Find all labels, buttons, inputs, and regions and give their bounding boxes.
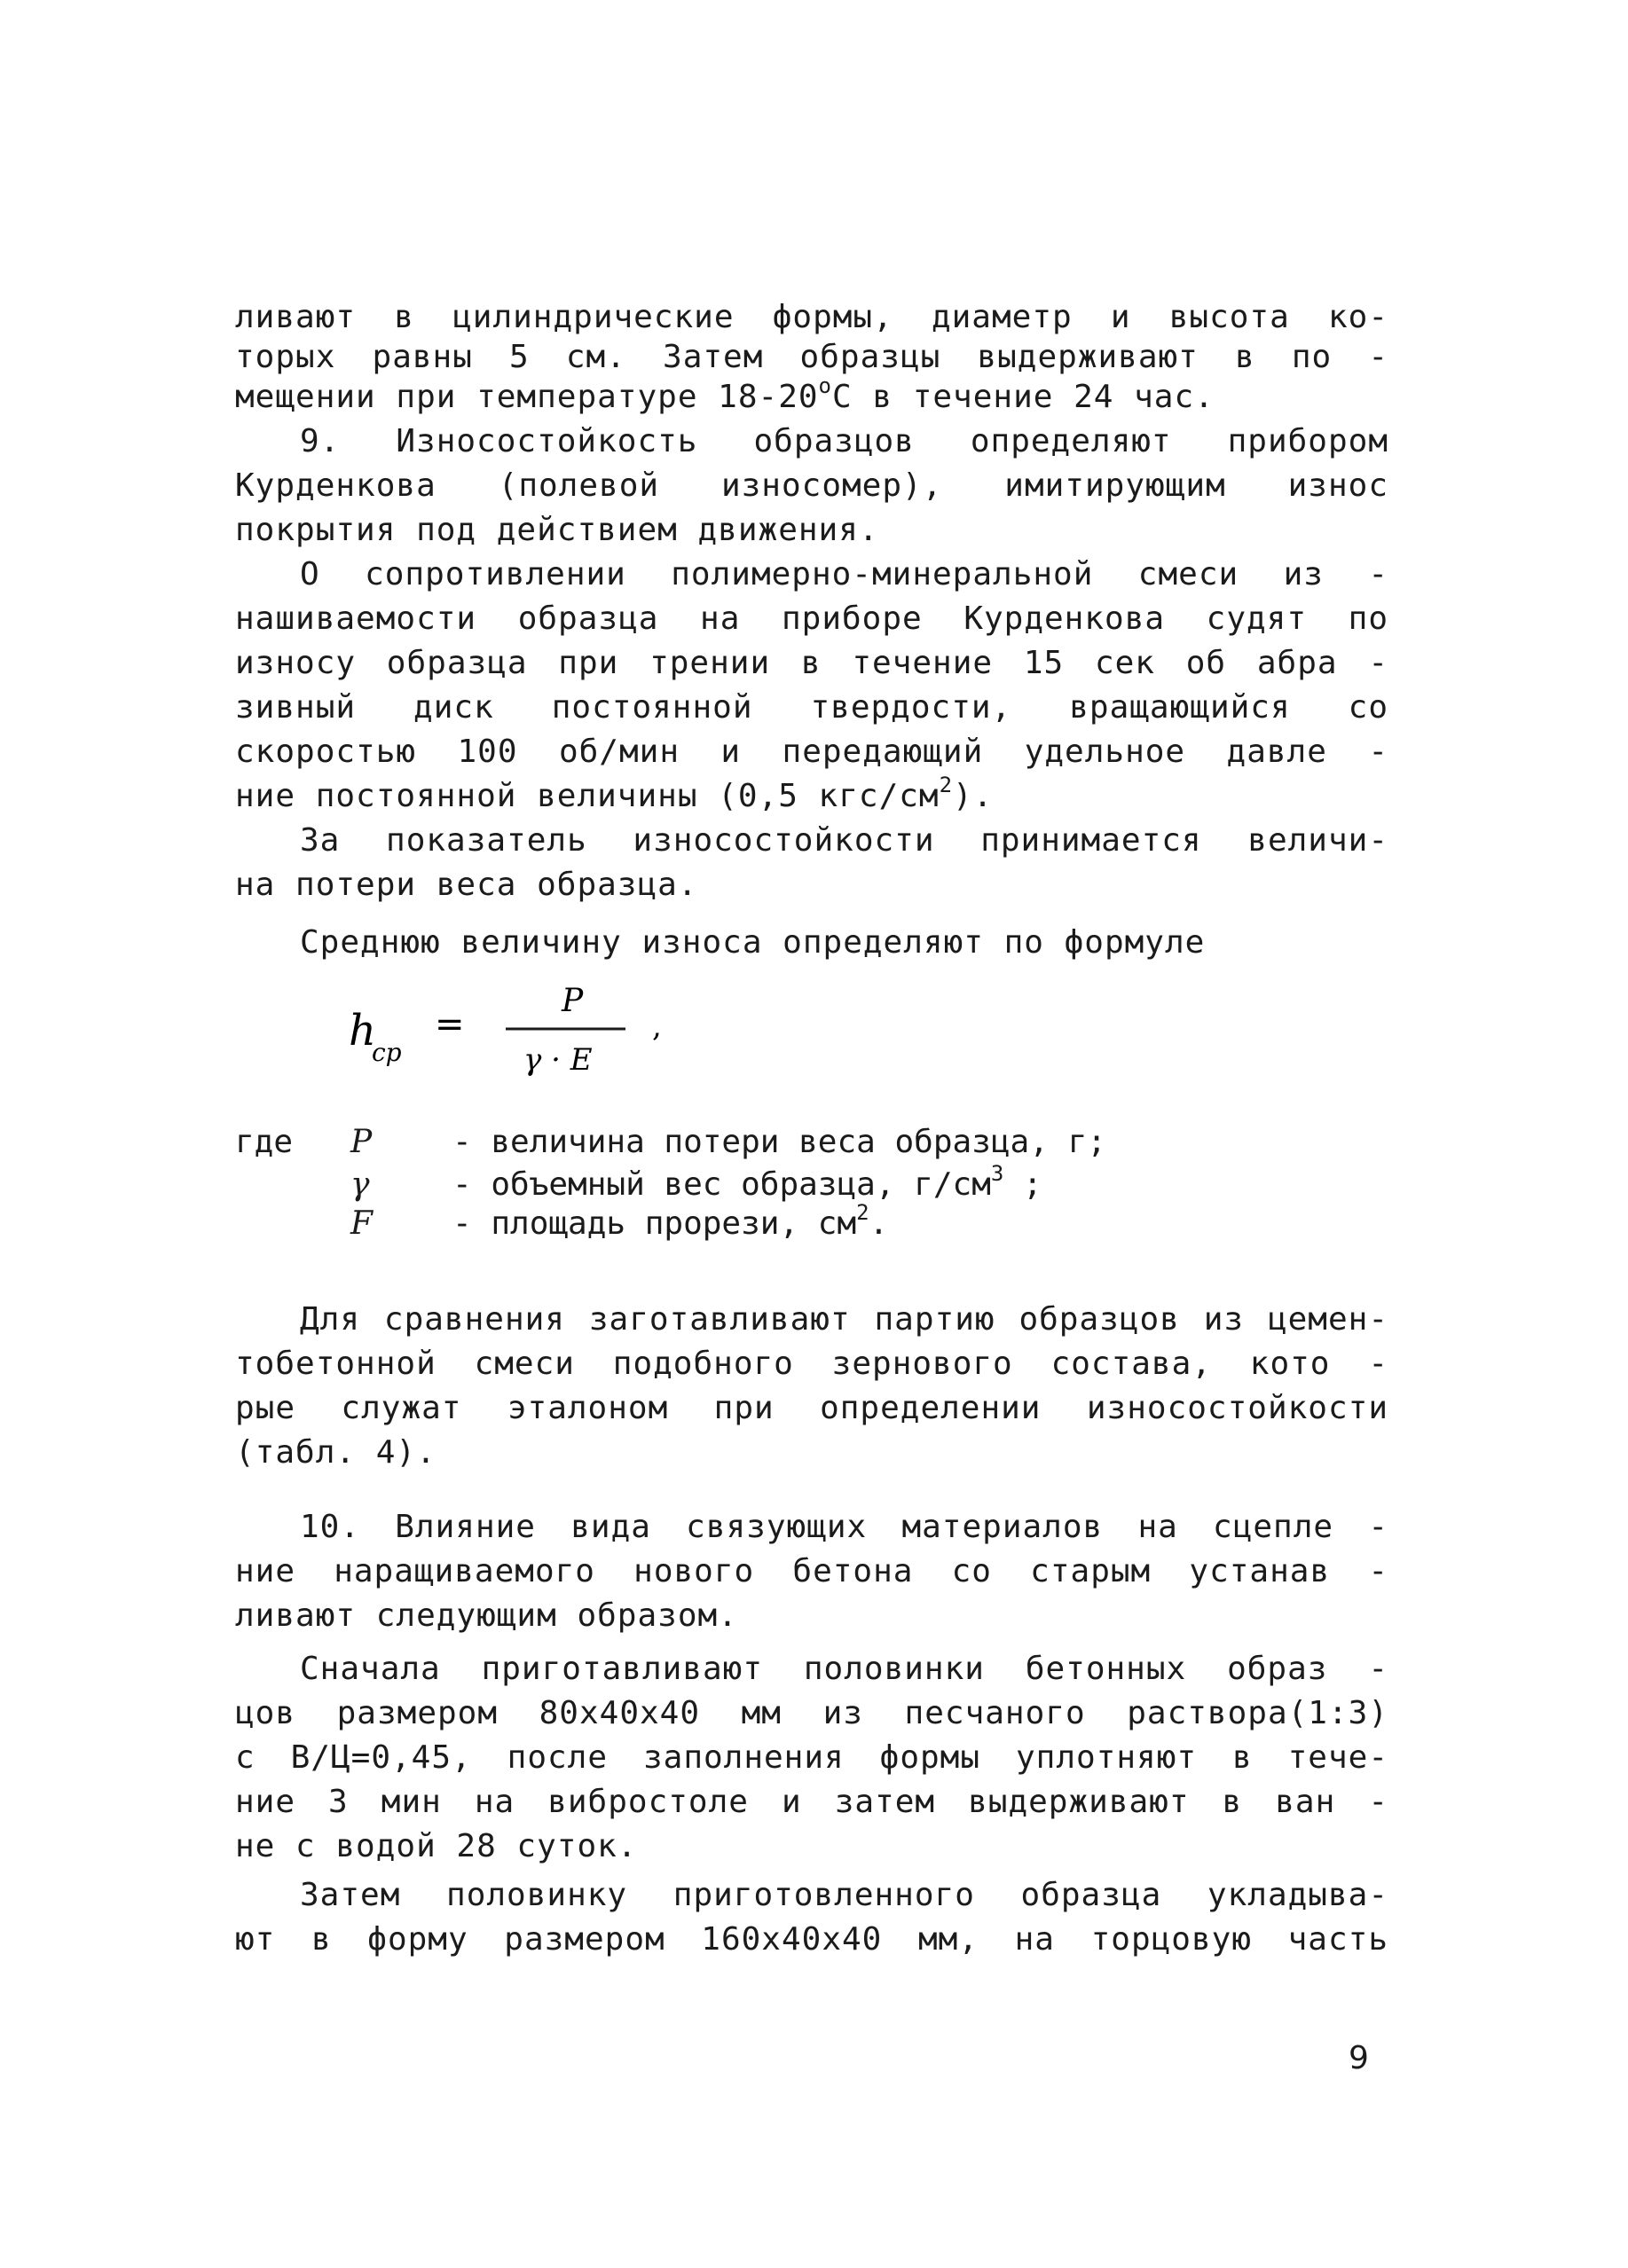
text-line: ют в форму размером 160х40х40 мм, на торцовую часть — [235, 1921, 1388, 1958]
text-line: цов размером 80х40х40 мм из песчаного раствора(1:3) — [235, 1695, 1388, 1731]
wear-formula — [342, 985, 741, 1118]
formula-equals: = — [435, 1004, 465, 1045]
text-line: Среднюю величину износа определяют по формуле — [300, 924, 1206, 961]
text-line: Курденкова (полевой износомер), имитирующим износ — [235, 467, 1388, 504]
formula-denominator: γ · E — [523, 1042, 593, 1078]
legend-text: - величина потери веса образца, г; — [452, 1124, 1106, 1160]
legend-symbol: γ — [350, 1166, 370, 1203]
text-line: скоростью 100 об/мин и передающий удельное давле - — [235, 734, 1388, 770]
formula-numerator: P — [562, 985, 584, 1019]
text-line: ливают в цилиндрические формы, диаметр и высота ко- — [235, 299, 1388, 335]
text-line: зивный диск постоянной твердости, вращающийся со — [235, 689, 1388, 726]
text-line: 9. Износостойкость образцов определяют прибором — [300, 423, 1388, 459]
legend-text: - площадь прорези, $см^2$. — [452, 1200, 889, 1242]
text-line: О сопротивлении полимерно-минеральной смеси из - — [300, 556, 1388, 593]
text-line: с В/Ц=0,45, после заполнения формы уплотняют в тече- — [235, 1739, 1388, 1776]
legend-where: где — [235, 1124, 294, 1160]
text-line: ливают следующим образом. — [235, 1597, 738, 1634]
legend-text: - объемный вес образца, $г/см^3$ ; — [452, 1161, 1042, 1203]
text-line: ние 3 мин на вибростоле и затем выдерживают в ван - — [235, 1784, 1388, 1820]
text-line: торых равны 5 см. Затем образцы выдерживают в по - — [235, 339, 1388, 375]
page-number: 9 — [1349, 2040, 1369, 2076]
text-line: рые служат эталоном при определении износостойкости — [235, 1390, 1388, 1426]
formula-legend — [235, 1120, 1211, 1262]
text-line: мещении при температуре $18-20^оС$ в течение 24 час. — [235, 373, 1215, 415]
text-line: не с водой 28 суток. — [235, 1828, 638, 1864]
text-line: ние постоянной величины (0,5 кгс/$см^2$). — [235, 773, 994, 814]
text-line: нашиваемости образца на приборе Курденкова судят по — [235, 600, 1388, 637]
formula-lhs-subscript: cp — [372, 1038, 402, 1067]
text-line: покрытия под действием движения. — [235, 512, 879, 548]
formula-lhs: h — [349, 1006, 376, 1056]
text-line: износу образца при трении в течение 15 сек об абра - — [235, 645, 1388, 681]
text-line: тобетонной смеси подобного зернового состава, кото - — [235, 1346, 1388, 1382]
text-line: За показатель износостойкости принимается величи- — [300, 822, 1388, 859]
text-line: Для сравнения заготавливают партию образцов из цемен- — [300, 1301, 1388, 1338]
formula-comma: , — [652, 1008, 662, 1044]
legend-symbol: F — [350, 1205, 373, 1242]
text-line: (табл. 4). — [235, 1434, 436, 1471]
legend-symbol: P — [350, 1124, 373, 1160]
text-line: ние наращиваемого нового бетона со старым устанав - — [235, 1553, 1388, 1589]
text-line: 10. Влияние вида связующих материалов на сцепле - — [300, 1509, 1388, 1545]
text-line: на потери веса образца. — [235, 867, 698, 903]
text-line: Затем половинку приготовленного образца укладыва- — [300, 1877, 1388, 1913]
text-line: Сначала приготавливают половинки бетонных образ - — [300, 1651, 1388, 1687]
